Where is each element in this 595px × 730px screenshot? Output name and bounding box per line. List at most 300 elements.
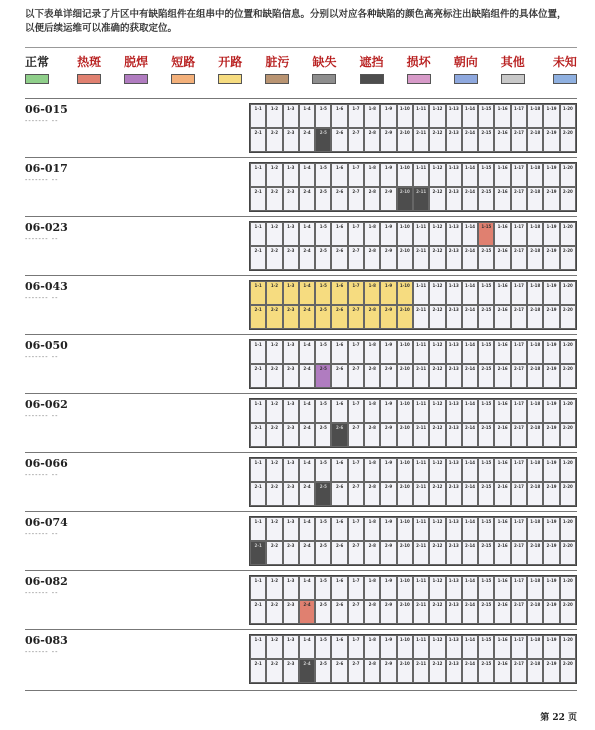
module-cell: 1-17	[511, 458, 527, 482]
module-cell: 2-9	[380, 482, 396, 506]
module-cell: 1-15	[478, 163, 494, 187]
defect-table	[25, 98, 577, 688]
module-cell: 2-7	[348, 659, 364, 683]
module-cell: 1-2	[266, 517, 282, 541]
module-cell: 1-4	[299, 222, 315, 246]
module-cell: 1-8	[364, 222, 380, 246]
module-cell: 2-18	[527, 128, 543, 152]
module-cell: 1-8	[364, 458, 380, 482]
module-cell: 1-4	[299, 340, 315, 364]
legend-swatch	[454, 74, 478, 84]
module-cell: 1-7	[348, 163, 364, 187]
module-cell: 1-19	[543, 340, 559, 364]
module-cell: 1-16	[494, 576, 510, 600]
module-cell-defect: 1-3	[283, 281, 299, 305]
string-subtitle: ------- --	[25, 353, 59, 361]
module-cell: 2-12	[429, 128, 445, 152]
legend-swatch	[25, 74, 49, 84]
module-cell: 1-11	[413, 340, 429, 364]
module-cell: 2-16	[494, 482, 510, 506]
string-id: 06-074	[25, 516, 68, 529]
module-cell: 2-9	[380, 364, 396, 388]
module-cell: 1-16	[494, 281, 510, 305]
module-cell: 2-3	[283, 364, 299, 388]
module-cell: 1-6	[331, 576, 347, 600]
module-cell: 1-6	[331, 458, 347, 482]
module-cell: 1-2	[266, 222, 282, 246]
module-cell: 1-3	[283, 104, 299, 128]
module-grid	[249, 634, 577, 684]
module-cell: 1-6	[331, 163, 347, 187]
top-divider	[25, 47, 577, 48]
module-cell: 2-17	[511, 423, 527, 447]
module-cell: 2-13	[446, 364, 462, 388]
module-cell: 2-19	[543, 600, 559, 624]
module-cell: 1-11	[413, 458, 429, 482]
module-cell: 1-18	[527, 576, 543, 600]
module-cell: 1-15	[478, 458, 494, 482]
module-cell: 1-17	[511, 399, 527, 423]
module-cell: 1-13	[446, 399, 462, 423]
module-grid	[249, 516, 577, 566]
module-cell: 2-2	[266, 128, 282, 152]
module-cell: 2-6	[331, 541, 347, 565]
module-cell: 2-16	[494, 423, 510, 447]
module-cell: 1-7	[348, 458, 364, 482]
module-cell: 2-17	[511, 600, 527, 624]
legend-swatch	[265, 74, 289, 84]
module-cell-defect: 2-5	[315, 128, 331, 152]
string-row	[25, 216, 577, 275]
module-grid	[249, 103, 577, 153]
module-cell: 1-11	[413, 281, 429, 305]
module-cell: 2-7	[348, 364, 364, 388]
module-cell: 2-10	[397, 482, 413, 506]
legend-label: 正常	[25, 55, 50, 69]
string-row	[25, 452, 577, 511]
string-row	[25, 629, 577, 688]
module-cell: 2-1	[250, 128, 266, 152]
module-cell: 1-14	[462, 576, 478, 600]
module-cell: 1-5	[315, 222, 331, 246]
module-cell: 1-6	[331, 517, 347, 541]
module-cell: 2-13	[446, 659, 462, 683]
module-cell: 1-1	[250, 458, 266, 482]
module-cell: 2-16	[494, 659, 510, 683]
module-cell-defect: 2-5	[315, 364, 331, 388]
module-cell: 1-16	[494, 635, 510, 659]
module-cell: 1-9	[380, 163, 396, 187]
module-cell: 2-6	[331, 246, 347, 270]
module-cell: 2-14	[462, 305, 478, 329]
module-cell: 1-9	[380, 104, 396, 128]
legend-label: 热斑	[77, 55, 102, 69]
module-cell: 1-15	[478, 576, 494, 600]
module-cell-defect: 1-2	[266, 281, 282, 305]
module-cell: 1-19	[543, 635, 559, 659]
module-cell: 2-2	[266, 187, 282, 211]
module-cell: 1-2	[266, 163, 282, 187]
module-cell: 1-5	[315, 340, 331, 364]
module-cell: 2-19	[543, 187, 559, 211]
module-cell: 1-11	[413, 399, 429, 423]
legend-label: 短路	[171, 55, 196, 69]
module-cell: 2-9	[380, 541, 396, 565]
module-cell: 2-13	[446, 541, 462, 565]
legend-swatch	[553, 74, 577, 84]
module-cell: 1-19	[543, 458, 559, 482]
module-cell: 2-9	[380, 423, 396, 447]
module-cell: 1-7	[348, 104, 364, 128]
string-row	[25, 275, 577, 334]
module-cell: 1-10	[397, 104, 413, 128]
module-cell: 1-15	[478, 340, 494, 364]
string-row	[25, 334, 577, 393]
module-cell: 1-6	[331, 222, 347, 246]
module-cell: 1-5	[315, 576, 331, 600]
module-cell: 2-20	[560, 423, 576, 447]
module-cell: 1-20	[560, 517, 576, 541]
module-cell-defect: 1-6	[331, 281, 347, 305]
module-cell: 2-6	[331, 600, 347, 624]
legend-swatch	[171, 74, 195, 84]
string-subtitle: ------- --	[25, 294, 59, 302]
legend-swatch	[360, 74, 384, 84]
module-cell: 1-4	[299, 163, 315, 187]
module-cell: 1-20	[560, 163, 576, 187]
module-cell: 2-12	[429, 659, 445, 683]
module-cell: 2-14	[462, 423, 478, 447]
module-cell: 1-8	[364, 576, 380, 600]
module-cell: 2-6	[331, 128, 347, 152]
module-cell: 1-12	[429, 163, 445, 187]
module-cell: 1-9	[380, 635, 396, 659]
string-id: 06-066	[25, 457, 68, 470]
module-cell: 2-11	[413, 482, 429, 506]
string-row	[25, 98, 577, 157]
module-cell: 1-13	[446, 163, 462, 187]
module-cell: 2-10	[397, 364, 413, 388]
module-cell: 2-19	[543, 246, 559, 270]
module-cell: 2-19	[543, 128, 559, 152]
module-cell: 1-5	[315, 399, 331, 423]
module-cell: 1-18	[527, 458, 543, 482]
module-cell: 1-17	[511, 281, 527, 305]
module-cell: 2-12	[429, 482, 445, 506]
module-cell: 1-3	[283, 399, 299, 423]
module-cell: 2-15	[478, 187, 494, 211]
module-cell: 1-16	[494, 340, 510, 364]
module-cell: 2-2	[266, 659, 282, 683]
module-cell: 1-15	[478, 399, 494, 423]
module-cell: 2-12	[429, 187, 445, 211]
defect-legend	[25, 55, 577, 84]
module-cell: 2-3	[283, 482, 299, 506]
module-cell-defect: 1-5	[315, 281, 331, 305]
module-cell: 1-2	[266, 340, 282, 364]
module-cell: 2-7	[348, 128, 364, 152]
module-cell: 1-12	[429, 458, 445, 482]
module-cell: 2-1	[250, 364, 266, 388]
module-cell: 2-4	[299, 482, 315, 506]
module-cell: 2-6	[331, 364, 347, 388]
module-grid	[249, 398, 577, 448]
module-cell: 1-6	[331, 399, 347, 423]
string-id: 06-083	[25, 634, 68, 647]
module-cell: 2-2	[266, 482, 282, 506]
module-cell: 2-14	[462, 364, 478, 388]
module-cell: 1-12	[429, 222, 445, 246]
module-cell: 1-10	[397, 576, 413, 600]
module-cell: 2-7	[348, 482, 364, 506]
module-cell: 1-19	[543, 517, 559, 541]
module-cell: 1-2	[266, 635, 282, 659]
legend-item	[213, 55, 247, 84]
string-subtitle: ------- --	[25, 412, 59, 420]
module-cell: 2-17	[511, 128, 527, 152]
module-cell: 2-4	[299, 423, 315, 447]
module-cell: 2-5	[315, 246, 331, 270]
module-cell: 1-1	[250, 399, 266, 423]
module-cell: 2-11	[413, 305, 429, 329]
module-cell: 1-10	[397, 635, 413, 659]
module-cell: 2-20	[560, 541, 576, 565]
module-cell: 2-15	[478, 128, 494, 152]
module-cell: 1-4	[299, 517, 315, 541]
module-cell-defect: 1-1	[250, 281, 266, 305]
module-cell: 2-14	[462, 600, 478, 624]
module-cell: 1-3	[283, 163, 299, 187]
string-subtitle: ------- --	[25, 235, 59, 243]
module-cell: 2-14	[462, 482, 478, 506]
module-cell: 2-8	[364, 187, 380, 211]
module-cell: 1-5	[315, 517, 331, 541]
module-cell: 2-4	[299, 128, 315, 152]
module-cell: 1-19	[543, 222, 559, 246]
module-cell: 1-18	[527, 163, 543, 187]
module-cell: 1-14	[462, 399, 478, 423]
module-cell: 1-19	[543, 281, 559, 305]
legend-label: 未知	[552, 55, 577, 69]
module-cell: 2-4	[299, 364, 315, 388]
module-cell: 2-13	[446, 246, 462, 270]
module-cell: 2-18	[527, 423, 543, 447]
legend-label: 开路	[218, 55, 243, 69]
module-cell: 1-13	[446, 222, 462, 246]
module-cell: 2-9	[380, 246, 396, 270]
module-cell: 1-14	[462, 458, 478, 482]
module-cell: 2-3	[283, 423, 299, 447]
string-row	[25, 393, 577, 452]
module-cell: 1-14	[462, 163, 478, 187]
module-cell: 2-20	[560, 128, 576, 152]
module-cell: 1-19	[543, 163, 559, 187]
module-cell: 1-6	[331, 104, 347, 128]
module-cell: 1-20	[560, 222, 576, 246]
module-cell: 1-11	[413, 576, 429, 600]
module-cell: 1-8	[364, 104, 380, 128]
module-cell: 1-5	[315, 458, 331, 482]
module-cell: 2-10	[397, 600, 413, 624]
string-subtitle: ------- --	[25, 530, 59, 538]
module-cell: 1-16	[494, 517, 510, 541]
module-cell: 1-7	[348, 340, 364, 364]
module-cell: 1-18	[527, 222, 543, 246]
module-cell: 1-13	[446, 576, 462, 600]
module-grid	[249, 162, 577, 212]
module-cell: 1-13	[446, 340, 462, 364]
module-cell: 1-5	[315, 104, 331, 128]
module-cell: 2-18	[527, 305, 543, 329]
module-cell: 1-14	[462, 635, 478, 659]
module-cell: 1-3	[283, 458, 299, 482]
module-cell: 2-1	[250, 600, 266, 624]
module-cell: 2-20	[560, 659, 576, 683]
module-cell: 2-3	[283, 600, 299, 624]
legend-item	[260, 55, 294, 84]
module-cell: 1-7	[348, 399, 364, 423]
module-cell: 2-9	[380, 128, 396, 152]
module-cell: 1-1	[250, 517, 266, 541]
module-cell: 1-12	[429, 635, 445, 659]
module-cell-defect: 2-1	[250, 541, 266, 565]
module-cell: 1-11	[413, 517, 429, 541]
module-cell: 2-19	[543, 364, 559, 388]
module-cell: 1-16	[494, 163, 510, 187]
string-row	[25, 570, 577, 629]
module-cell-defect: 2-1	[250, 305, 266, 329]
module-cell: 2-13	[446, 128, 462, 152]
module-cell: 1-17	[511, 104, 527, 128]
module-cell: 2-18	[527, 187, 543, 211]
module-cell: 2-5	[315, 187, 331, 211]
module-cell: 2-17	[511, 364, 527, 388]
module-cell: 2-19	[543, 305, 559, 329]
module-cell-defect: 2-4	[299, 305, 315, 329]
module-cell: 1-11	[413, 163, 429, 187]
module-cell-defect: 2-7	[348, 305, 364, 329]
module-cell: 2-8	[364, 659, 380, 683]
module-cell: 1-16	[494, 458, 510, 482]
module-cell: 2-10	[397, 246, 413, 270]
module-cell: 2-9	[380, 187, 396, 211]
legend-swatch	[501, 74, 525, 84]
module-cell: 1-8	[364, 399, 380, 423]
module-cell: 2-11	[413, 423, 429, 447]
module-cell: 1-18	[527, 281, 543, 305]
module-cell: 2-17	[511, 541, 527, 565]
module-cell: 2-20	[560, 600, 576, 624]
module-grid	[249, 457, 577, 507]
module-cell: 2-8	[364, 423, 380, 447]
module-cell: 2-8	[364, 482, 380, 506]
module-cell: 2-17	[511, 659, 527, 683]
module-cell: 1-18	[527, 517, 543, 541]
module-cell: 1-9	[380, 222, 396, 246]
module-cell: 1-18	[527, 635, 543, 659]
module-cell: 1-12	[429, 281, 445, 305]
module-cell: 1-9	[380, 340, 396, 364]
module-cell: 1-17	[511, 635, 527, 659]
string-id: 06-017	[25, 162, 68, 175]
module-cell: 2-14	[462, 541, 478, 565]
module-cell: 1-12	[429, 517, 445, 541]
module-cell: 2-17	[511, 246, 527, 270]
module-cell: 1-7	[348, 517, 364, 541]
module-cell: 2-14	[462, 187, 478, 211]
module-cell: 1-13	[446, 635, 462, 659]
module-grid	[249, 280, 577, 330]
module-cell: 1-4	[299, 635, 315, 659]
module-cell: 1-4	[299, 104, 315, 128]
module-cell: 2-16	[494, 600, 510, 624]
module-cell: 1-10	[397, 222, 413, 246]
module-cell: 2-15	[478, 246, 494, 270]
module-cell: 1-19	[543, 399, 559, 423]
module-cell: 2-12	[429, 246, 445, 270]
module-cell-defect: 2-4	[299, 659, 315, 683]
module-cell: 1-16	[494, 104, 510, 128]
string-id: 06-050	[25, 339, 68, 352]
module-cell: 1-16	[494, 399, 510, 423]
module-cell: 2-12	[429, 364, 445, 388]
module-cell: 1-14	[462, 340, 478, 364]
module-cell: 1-9	[380, 399, 396, 423]
module-cell: 1-17	[511, 517, 527, 541]
module-cell: 2-14	[462, 128, 478, 152]
module-cell: 2-19	[543, 659, 559, 683]
module-cell-defect: 2-4	[299, 600, 315, 624]
module-cell: 2-10	[397, 423, 413, 447]
module-cell: 1-1	[250, 222, 266, 246]
module-cell: 1-20	[560, 576, 576, 600]
intro-text: 以下表单详细记录了片区中有缺陷组件在组串中的位置和缺陷信息。分别以对应各种缺陷的颜色高亮标注出缺陷组件的具体位置，以便后续运维可以准确的获取定位。	[25, 9, 567, 34]
module-cell: 1-12	[429, 399, 445, 423]
module-cell: 2-7	[348, 246, 364, 270]
module-cell: 2-6	[331, 659, 347, 683]
module-cell-defect: 1-4	[299, 281, 315, 305]
module-cell: 2-20	[560, 187, 576, 211]
module-cell-defect: 2-8	[364, 305, 380, 329]
module-cell: 2-1	[250, 423, 266, 447]
module-cell: 1-15	[478, 635, 494, 659]
module-cell: 2-2	[266, 600, 282, 624]
module-cell: 1-8	[364, 517, 380, 541]
module-cell: 2-9	[380, 600, 396, 624]
module-cell: 1-20	[560, 399, 576, 423]
module-cell: 1-1	[250, 340, 266, 364]
module-grid	[249, 575, 577, 625]
legend-swatch	[77, 74, 101, 84]
module-cell: 2-19	[543, 482, 559, 506]
module-cell: 2-7	[348, 423, 364, 447]
module-cell-defect: 2-6	[331, 305, 347, 329]
module-cell: 2-11	[413, 364, 429, 388]
module-cell: 1-5	[315, 163, 331, 187]
module-cell: 2-17	[511, 187, 527, 211]
module-cell: 2-14	[462, 659, 478, 683]
module-cell: 2-4	[299, 187, 315, 211]
module-cell: 1-5	[315, 635, 331, 659]
module-cell: 1-9	[380, 576, 396, 600]
module-cell-defect: 2-5	[315, 305, 331, 329]
module-cell: 1-15	[478, 104, 494, 128]
module-cell: 2-7	[348, 541, 364, 565]
module-cell: 2-8	[364, 600, 380, 624]
module-cell: 2-15	[478, 541, 494, 565]
string-subtitle: ------- --	[25, 471, 59, 479]
module-cell: 2-3	[283, 659, 299, 683]
